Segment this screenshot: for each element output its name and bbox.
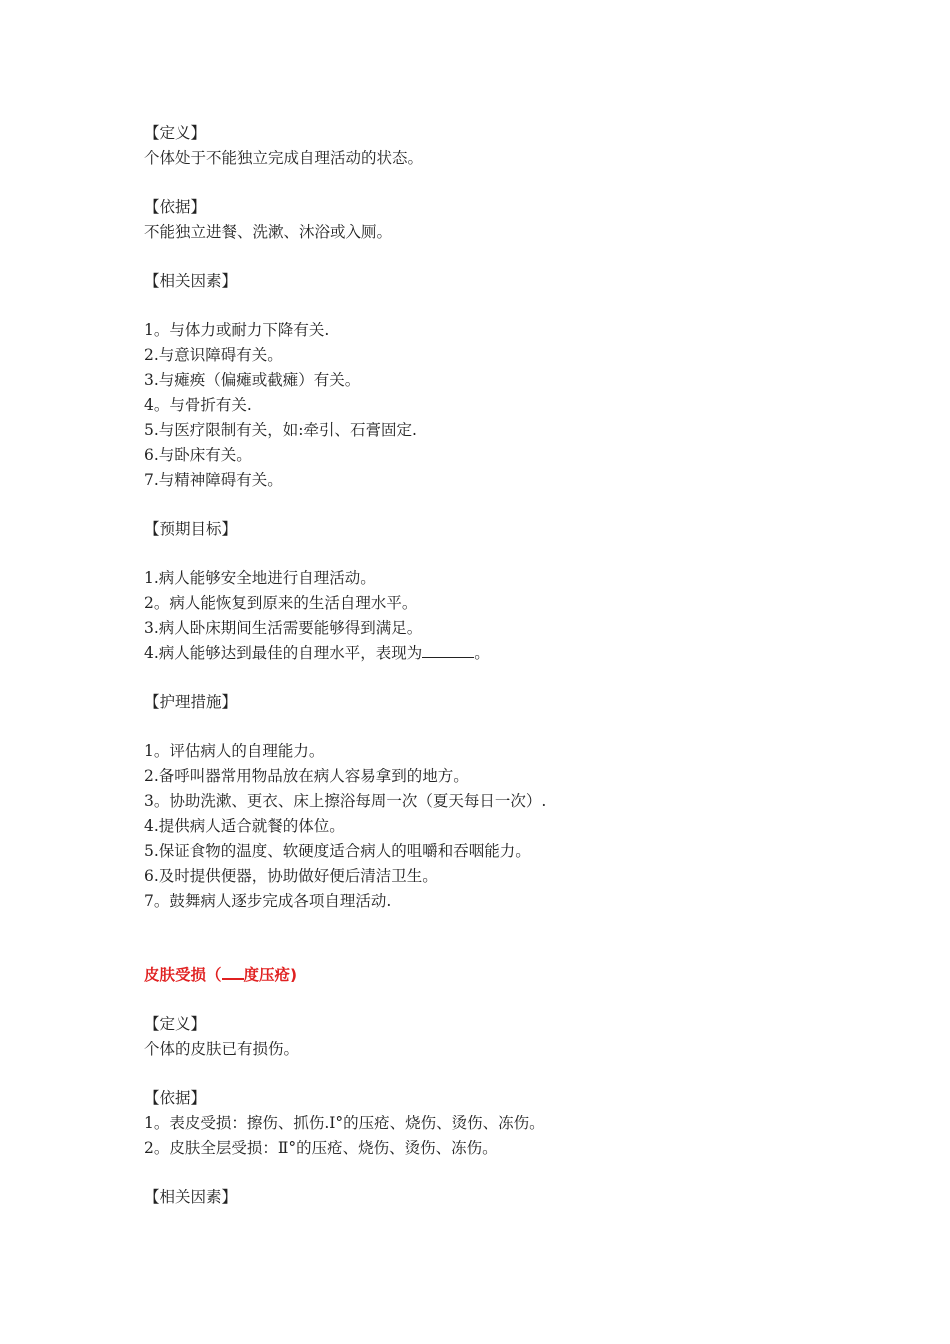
- list-item: 1。评估病人的自理能力。: [144, 742, 325, 760]
- list-item: 1。表皮受损：擦伤、抓伤.Ⅰ°的压疮、烧伤、烫伤、冻伤。: [144, 1114, 545, 1132]
- list-item: 2.备呼叫器常用物品放在病人容易拿到的地方。: [144, 767, 469, 785]
- list-item-goal-4: [144, 641, 844, 666]
- basis-text: 不能独立进餐、洗漱、沐浴或入厕。: [144, 223, 393, 241]
- definition-text: 个体的皮肤已有损伤。: [144, 1040, 300, 1058]
- basis-list: [144, 1111, 844, 1161]
- heading-blank: [222, 963, 244, 980]
- list-item: 4。与骨折有关.: [144, 396, 252, 414]
- definition-label: 【定义】: [144, 1015, 207, 1033]
- expected-goals-list: [144, 566, 844, 666]
- list-item: 6.与卧床有关。: [144, 446, 252, 464]
- list-item: 7.与精神障碍有关。: [144, 471, 283, 489]
- nursing-measures-label: 【护理措施】: [144, 693, 238, 711]
- heading-prefix: 皮肤受损（: [144, 966, 222, 984]
- goal4-suffix: 。: [474, 644, 490, 662]
- goal4-prefix: 4.病人能够达到最佳的自理水平，表现为: [144, 644, 423, 662]
- list-item: 1。与体力或耐力下降有关.: [144, 321, 330, 339]
- nursing-measures-list: [144, 739, 844, 914]
- expected-goals-label: 【预期目标】: [144, 520, 238, 538]
- list-item: 2.与意识障碍有关。: [144, 346, 283, 364]
- related-factors-label: 【相关因素】: [144, 272, 238, 290]
- related-factors-list: [144, 318, 844, 493]
- list-item: 3。协助洗漱、更衣、床上擦浴每周一次（夏天每日一次）.: [144, 792, 547, 810]
- definition-text: 个体处于不能独立完成自理活动的状态。: [144, 149, 424, 167]
- related-factors-label: 【相关因素】: [144, 1188, 238, 1206]
- definition-label: 【定义】: [144, 124, 207, 142]
- list-item: 3.与瘫痪（偏瘫或截瘫）有关。: [144, 371, 361, 389]
- list-item: 2。皮肤全层受损：Ⅱ°的压疮、烧伤、烫伤、冻伤。: [144, 1139, 498, 1157]
- basis-label: 【依据】: [144, 198, 207, 216]
- basis-label: 【依据】: [144, 1089, 207, 1107]
- list-item: 7。鼓舞病人逐步完成各项自理活动.: [144, 892, 392, 910]
- fill-in-blank: [422, 642, 474, 658]
- list-item: 6.及时提供便器，协助做好便后清洁卫生。: [144, 867, 438, 885]
- list-item: 5.与医疗限制有关，如:牵引、石膏固定.: [144, 421, 417, 439]
- section-heading-skin-damage: [144, 963, 844, 988]
- list-item: 4.提供病人适合就餐的体位。: [144, 817, 345, 835]
- list-item: 1.病人能够安全地进行自理活动。: [144, 569, 376, 587]
- document-page: [144, 121, 844, 1210]
- list-item: 2。病人能恢复到原来的生活自理水平。: [144, 594, 418, 612]
- list-item: 5.保证食物的温度、软硬度适合病人的咀嚼和吞咽能力。: [144, 842, 531, 860]
- list-item: 3.病人卧床期间生活需要能够得到满足。: [144, 619, 423, 637]
- heading-suffix: 度压疮): [243, 966, 298, 984]
